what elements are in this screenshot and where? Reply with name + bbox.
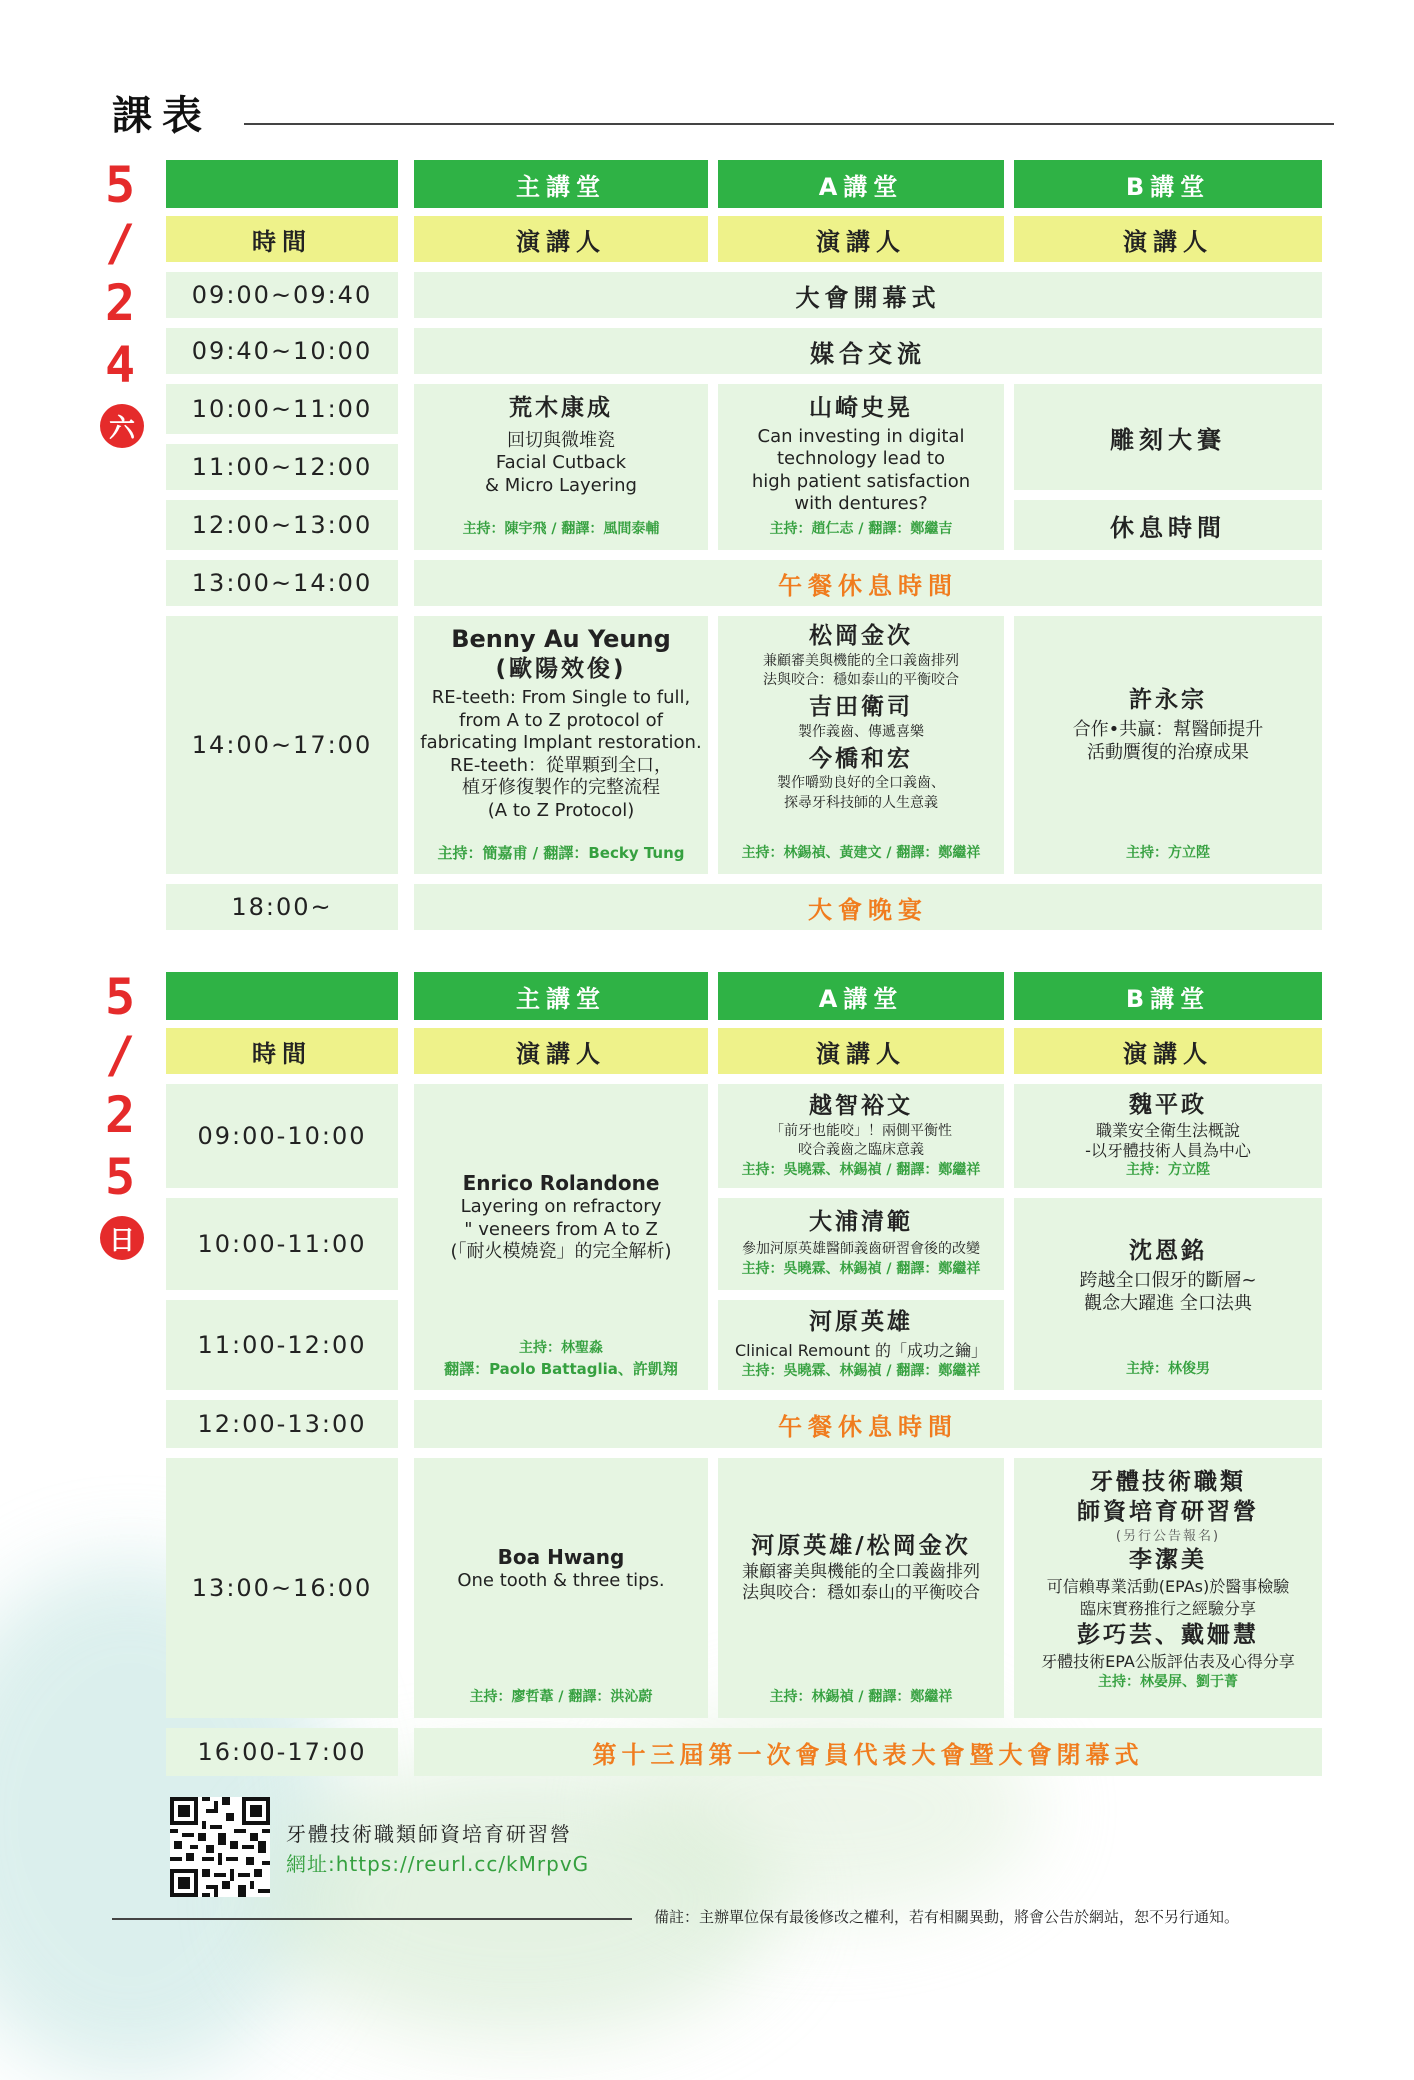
- header-hall-b: B講堂: [1014, 972, 1322, 1020]
- workshop-title: 師資培育研習營: [1077, 1498, 1259, 1525]
- session-b-afternoon: [1014, 616, 1322, 874]
- session-host-block: [414, 1339, 708, 1380]
- session-topic: 跨越全口假牙的斷層~: [1079, 1270, 1257, 1292]
- session-topic: 活動贋復的治療成果: [1087, 741, 1249, 763]
- speaker-name: 李潔美: [1129, 1546, 1207, 1573]
- session-b-slot1: [1014, 1084, 1322, 1188]
- session-topic: Facial Cutback: [495, 452, 627, 474]
- workshop-link-title: 牙體技術職類師資培育研習營: [286, 1822, 572, 1846]
- session-topic: 職業安全衛生法概說: [1095, 1121, 1240, 1141]
- speaker-name: Enrico Rolandone: [462, 1171, 660, 1196]
- date-char: /: [104, 214, 136, 272]
- session-a-slot3: [718, 1300, 1004, 1390]
- speaker-name: 吉田衛司: [809, 694, 913, 721]
- date-char: 2: [104, 1086, 136, 1144]
- speaker-name: 越智裕文: [809, 1092, 913, 1119]
- time-slot: 10:00-11:00: [166, 1198, 398, 1290]
- date-char: /: [104, 1026, 136, 1084]
- session-host: 主持：林錫禎、黃建文 / 翻譯：鄭繼祥: [741, 845, 981, 862]
- footer-disclaimer: 備註：主辦單位保有最後修改之權利，若有相關異動，將會公告於網站，恕不另行通知。: [654, 1908, 1240, 1926]
- workshop-note: (另行公告報名): [1115, 1528, 1221, 1544]
- event-networking: 媒合交流: [414, 328, 1322, 374]
- session-host: 主持：吳曉霖、林錫禎 / 翻譯：鄭繼祥: [741, 1260, 981, 1277]
- header-blank: [166, 160, 398, 208]
- footer-divider: [112, 1918, 632, 1920]
- qr-code[interactable]: [170, 1797, 270, 1897]
- time-slot: 09:00~09:40: [166, 272, 398, 318]
- speaker-name-cn: (歐陽效俊): [495, 656, 627, 683]
- session-topic: (「耐火模燒瓷」的完全解析): [450, 1241, 672, 1263]
- session-a-slot1: [718, 1084, 1004, 1188]
- date-char: 5: [104, 1148, 136, 1206]
- session-host: 主持：林聖淼: [519, 1340, 603, 1357]
- session-host: 主持：陳宇飛 / 翻譯：風間泰輔: [462, 521, 660, 538]
- workshop-title: 牙體技術職類: [1090, 1469, 1246, 1495]
- session-topic: 可信賴專業活動(EPAs)於醫事檢驗: [1046, 1576, 1290, 1596]
- speaker-name: 山崎史晃: [809, 395, 913, 421]
- time-slot: 18:00~: [166, 884, 398, 930]
- session-host: 主持：吳曉霖、林錫禎 / 翻譯：鄭繼祥: [741, 1363, 981, 1380]
- time-slot: 12:00~13:00: [166, 500, 398, 550]
- header-time: 時間: [166, 1028, 398, 1074]
- session-topic: 製作嚼勁良好的全口義齒、: [777, 775, 945, 792]
- session-topic: Layering on refractory: [460, 1196, 662, 1218]
- header-speaker: 演講人: [718, 216, 1004, 262]
- event-lunch-break: 午餐休息時間: [414, 1400, 1322, 1448]
- session-host: 主持：趙仁志 / 翻譯：鄭繼吉: [769, 521, 953, 538]
- session-topic: from A to Z protocol of: [459, 709, 663, 731]
- session-host: 主持：林俊男: [1126, 1361, 1210, 1378]
- session-topic: " veneers from A to Z: [464, 1218, 658, 1240]
- date-char: 4: [104, 336, 136, 394]
- session-topic: 觀念大躍進 全口法典: [1084, 1292, 1252, 1314]
- time-slot: 10:00~11:00: [166, 384, 398, 434]
- session-topic: 參加河原英雄醫師義齒研習會後的改變: [742, 1241, 980, 1258]
- date-char: 2: [104, 274, 136, 332]
- header-hall-a: A講堂: [718, 160, 1004, 208]
- session-a-afternoon: [718, 616, 1004, 874]
- session-a-morning: [718, 384, 1004, 550]
- time-slot: 09:00-10:00: [166, 1084, 398, 1188]
- session-topic: with dentures?: [794, 493, 928, 515]
- session-host: 主持：方立陞: [1126, 845, 1210, 862]
- session-host: 主持：吳曉霖、林錫禎 / 翻譯：鄭繼祥: [741, 1161, 981, 1178]
- speaker-name: 河原英雄: [809, 1309, 913, 1336]
- header-speaker: 演講人: [718, 1028, 1004, 1074]
- header-speaker: 演講人: [1014, 216, 1322, 262]
- header-speaker: 演講人: [1014, 1028, 1322, 1074]
- session-topic: fabricating Implant restoration.: [420, 732, 702, 754]
- speaker-name: 大浦清範: [809, 1209, 913, 1236]
- session-b-slot2: [1014, 1198, 1322, 1390]
- session-topic: 植牙修復製作的完整流程: [462, 777, 660, 799]
- session-topic: 製作義齒、傳遞喜樂: [798, 723, 924, 740]
- speaker-name: 今橋和宏: [809, 745, 913, 772]
- session-host: 主持：方立陞: [1126, 1162, 1210, 1179]
- weekday-badge: 六: [100, 404, 144, 448]
- session-topic: & Micro Layering: [485, 474, 637, 496]
- event-opening-ceremony: 大會開幕式: [414, 272, 1322, 318]
- event-rest-time: 休息時間: [1014, 500, 1322, 550]
- session-topic: -以牙體技術人員為中心: [1085, 1141, 1251, 1161]
- speaker-name: Boa Hwang: [497, 1544, 625, 1569]
- time-slot: 11:00-12:00: [166, 1300, 398, 1390]
- time-slot: 16:00-17:00: [166, 1728, 398, 1776]
- date-char: 5: [104, 156, 136, 214]
- session-topic: 牙體技術EPA公版評估表及心得分享: [1041, 1651, 1295, 1671]
- speaker-name: 沈恩銘: [1129, 1237, 1207, 1264]
- session-host: 主持：林晏屏、劉于菁: [1098, 1673, 1238, 1690]
- speaker-name: 松岡金次: [809, 623, 913, 649]
- time-slot: 12:00-13:00: [166, 1400, 398, 1448]
- session-main-morning: [414, 384, 708, 550]
- session-topic: Clinical Remount 的「成功之鑰」: [734, 1340, 988, 1360]
- session-topic: 合作•共贏：幫醫師提升: [1072, 719, 1264, 741]
- session-host: 主持：廖哲葦 / 翻譯：洪沁蔚: [469, 1689, 653, 1706]
- session-topic: 「前牙也能咬」！兩側平衡性: [770, 1122, 952, 1139]
- time-slot: 13:00~16:00: [166, 1458, 398, 1718]
- page-title: 課表: [112, 93, 212, 139]
- speaker-name: 彭巧芸、戴姍慧: [1077, 1621, 1259, 1648]
- session-topic: 法與咬合：穩如泰山的平衡咬合: [742, 1582, 980, 1603]
- header-speaker: 演講人: [414, 216, 708, 262]
- session-topic: 咬合義齒之臨床意義: [798, 1142, 924, 1159]
- session-topic: 回切與微堆瓷: [507, 429, 615, 451]
- session-topic: RE-teeth：從單顆到全口，: [449, 754, 673, 776]
- header-time: 時間: [166, 216, 398, 262]
- speaker-name: 河原英雄/松岡金次: [751, 1532, 971, 1559]
- header-main-hall: 主講堂: [414, 160, 708, 208]
- workshop-url-link[interactable]: 網址:https://reurl.cc/kMrpvG: [286, 1852, 590, 1876]
- time-slot: 13:00~14:00: [166, 560, 398, 606]
- session-topic: technology lead to: [777, 448, 945, 470]
- time-slot: 11:00~12:00: [166, 444, 398, 490]
- session-topic: high patient satisfaction: [751, 470, 971, 492]
- session-host: 主持：簡嘉甫 / 翻譯：Becky Tung: [437, 844, 685, 862]
- session-topic: 臨床實務推行之經驗分享: [1079, 1599, 1256, 1619]
- event-closing-ceremony: 第十三屆第一次會員代表大會暨大會閉幕式: [414, 1728, 1322, 1776]
- event-lunch-break: 午餐休息時間: [414, 560, 1322, 606]
- time-slot: 09:40~10:00: [166, 328, 398, 374]
- date-char: 5: [104, 968, 136, 1026]
- event-carving-contest: 雕刻大賽: [1014, 384, 1322, 490]
- session-topic: 兼顧審美與機能的全口義齒排列: [763, 652, 959, 669]
- session-main-afternoon: [414, 616, 708, 874]
- session-a-slot2: [718, 1198, 1004, 1290]
- session-topic: 兼顧審美與機能的全口義齒排列: [742, 1561, 980, 1582]
- header-speaker: 演講人: [414, 1028, 708, 1074]
- session-translator: 翻譯：Paolo Battaglia、許凱翔: [444, 1360, 678, 1378]
- speaker-name: 魏平政: [1129, 1092, 1207, 1119]
- header-main-hall: 主講堂: [414, 972, 708, 1020]
- speaker-name: Benny Au Yeung: [451, 625, 671, 653]
- session-main-morning: [414, 1084, 708, 1390]
- session-topic: One tooth & three tips.: [457, 1569, 665, 1591]
- session-topic: (A to Z Protocol): [487, 799, 635, 821]
- session-host: 主持：林錫禎 / 翻譯：鄭繼祥: [769, 1689, 953, 1706]
- event-banquet: 大會晚宴: [414, 884, 1322, 930]
- header-hall-a: A講堂: [718, 972, 1004, 1020]
- session-topic: RE-teeth: From Single to full,: [431, 687, 691, 709]
- session-topic: 法與咬合：穩如泰山的平衡咬合: [763, 672, 959, 689]
- title-divider: [244, 123, 1334, 125]
- speaker-name: 許永宗: [1129, 686, 1207, 713]
- header-blank: [166, 972, 398, 1020]
- session-b-afternoon: [1014, 1458, 1322, 1718]
- time-slot: 14:00~17:00: [166, 616, 398, 874]
- session-main-afternoon: [414, 1458, 708, 1718]
- session-topic: 探尋牙科技師的人生意義: [784, 795, 938, 812]
- session-topic: Can investing in digital: [757, 425, 965, 447]
- weekday-badge: 日: [100, 1216, 144, 1260]
- session-a-afternoon: [718, 1458, 1004, 1718]
- header-hall-b: B講堂: [1014, 160, 1322, 208]
- speaker-name: 荒木康成: [509, 395, 613, 421]
